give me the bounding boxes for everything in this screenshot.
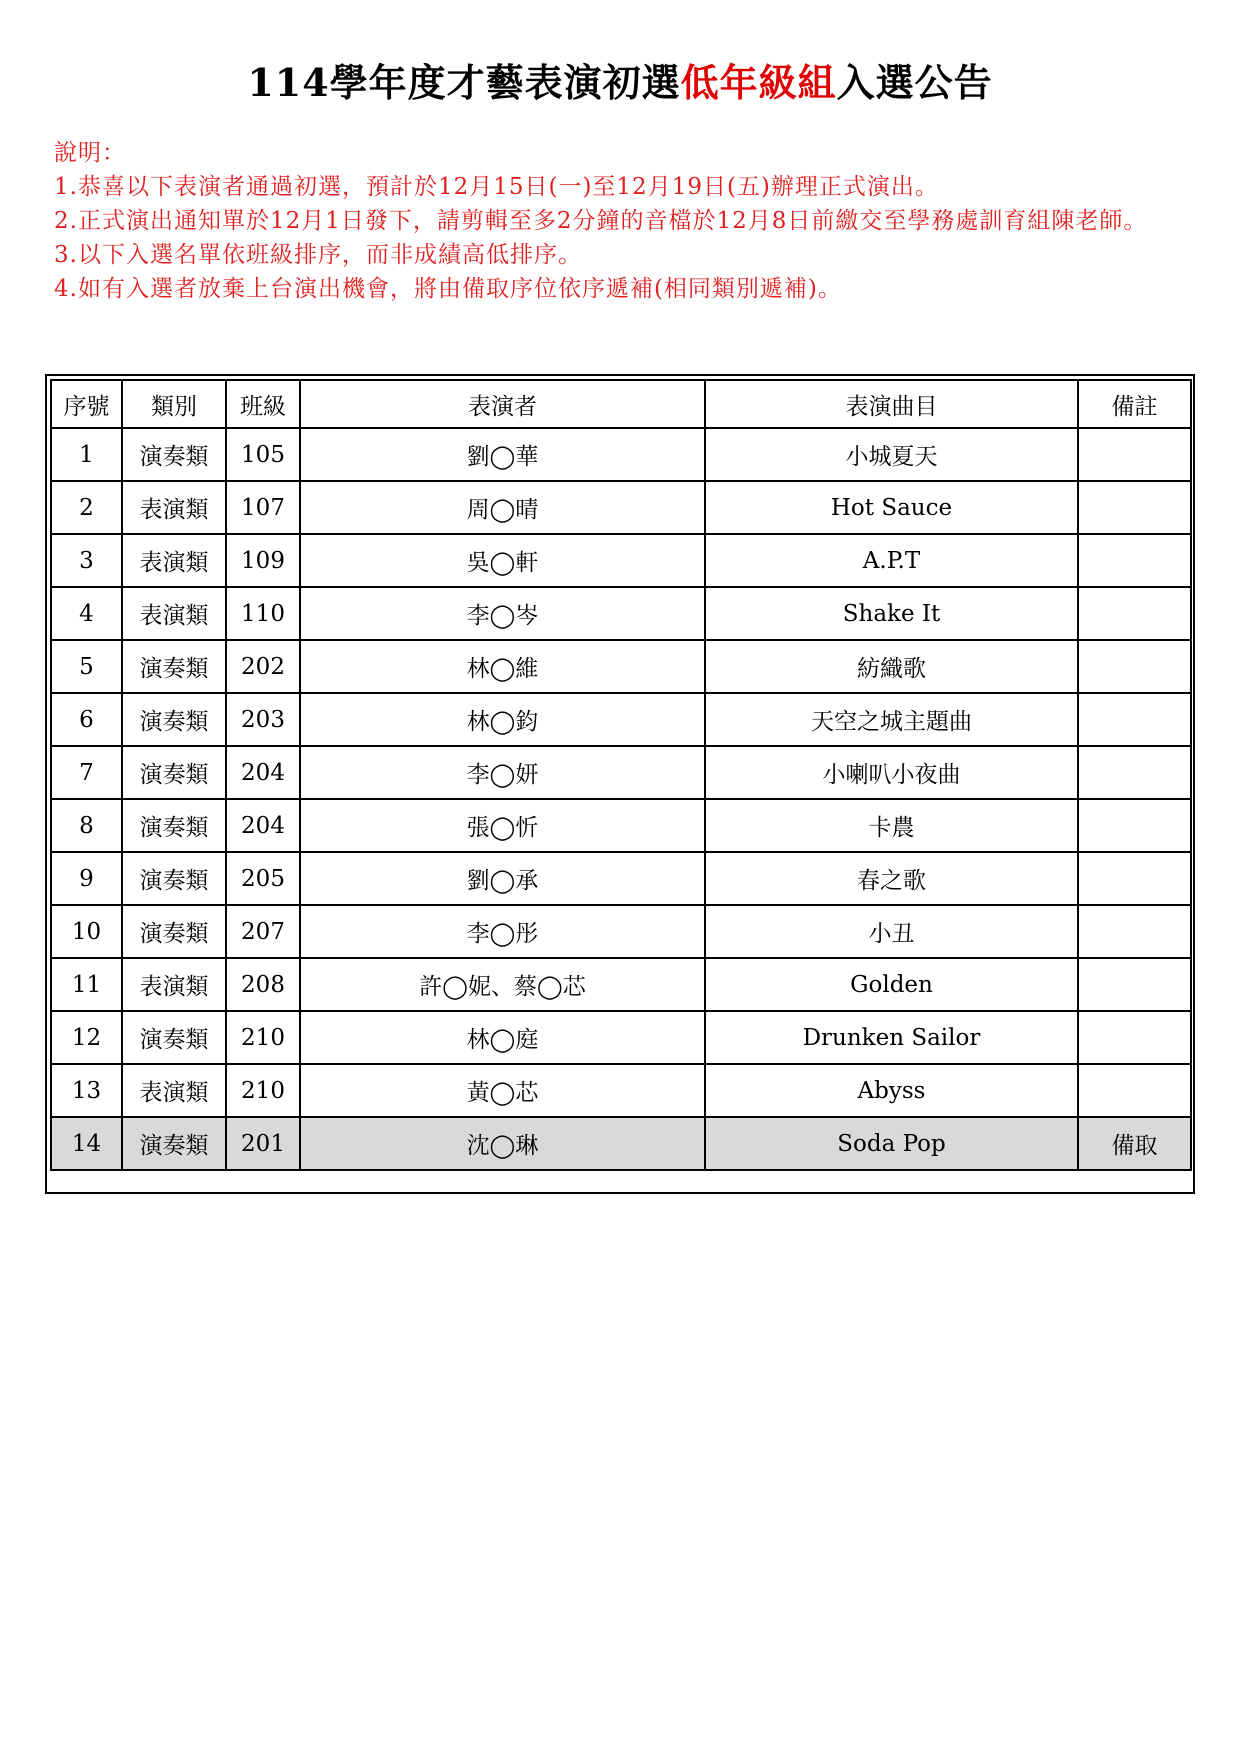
row-category: 演奏類 [122, 799, 226, 852]
row-piece: 小喇叭小夜曲 [705, 746, 1078, 799]
row-class: 109 [226, 534, 300, 587]
row-piece: A.P.T [705, 534, 1078, 587]
row-class: 210 [226, 1064, 300, 1117]
row-category: 演奏類 [122, 1011, 226, 1064]
row-performer: 沈◯琳 [300, 1117, 705, 1170]
row-remarks [1078, 905, 1191, 958]
row-performer: 林◯維 [300, 640, 705, 693]
row-performer: 李◯妍 [300, 746, 705, 799]
title-prefix: 114學年度才藝表演初選 [247, 60, 681, 105]
table-row [51, 852, 1191, 905]
row-category: 表演類 [122, 587, 226, 640]
row-piece: Soda Pop [705, 1117, 1078, 1170]
row-piece: 小城夏天 [705, 428, 1078, 481]
row-performer: 林◯鈞 [300, 693, 705, 746]
table-row [51, 1064, 1191, 1117]
header-category: 類別 [122, 380, 226, 428]
row-performer: 劉◯華 [300, 428, 705, 481]
row-piece: 春之歌 [705, 852, 1078, 905]
table-row [51, 587, 1191, 640]
row-remarks: 備取 [1078, 1117, 1191, 1170]
row-piece: 小丑 [705, 905, 1078, 958]
table-row [51, 693, 1191, 746]
header-remarks: 備註 [1078, 380, 1191, 428]
row-remarks [1078, 428, 1191, 481]
row-class: 110 [226, 587, 300, 640]
row-category: 演奏類 [122, 852, 226, 905]
row-remarks [1078, 534, 1191, 587]
row-index: 6 [51, 693, 122, 746]
row-class: 105 [226, 428, 300, 481]
row-remarks [1078, 746, 1191, 799]
header-performer: 表演者 [300, 380, 705, 428]
title-highlight: 低年級組 [680, 60, 837, 105]
row-index: 11 [51, 958, 122, 1011]
row-index: 4 [51, 587, 122, 640]
results-table [50, 379, 1192, 1171]
header-piece: 表演曲目 [705, 380, 1078, 428]
row-class: 210 [226, 1011, 300, 1064]
row-category: 演奏類 [122, 905, 226, 958]
row-index: 8 [51, 799, 122, 852]
row-piece: 卡農 [705, 799, 1078, 852]
table-row [51, 534, 1191, 587]
row-index: 9 [51, 852, 122, 905]
row-category: 表演類 [122, 534, 226, 587]
row-category: 演奏類 [122, 693, 226, 746]
note-item-3: 3.以下入選名單依班級排序，而非成績高低排序。 [54, 242, 582, 268]
row-piece: Hot Sauce [705, 481, 1078, 534]
title-suffix: 入選公告 [836, 60, 993, 105]
row-class: 203 [226, 693, 300, 746]
row-remarks [1078, 852, 1191, 905]
row-class: 201 [226, 1117, 300, 1170]
table-row [51, 905, 1191, 958]
row-category: 演奏類 [122, 746, 226, 799]
row-piece: Drunken Sailor [705, 1011, 1078, 1064]
row-index: 3 [51, 534, 122, 587]
row-piece: Shake It [705, 587, 1078, 640]
row-remarks [1078, 481, 1191, 534]
row-remarks [1078, 1011, 1191, 1064]
header-index: 序號 [51, 380, 122, 428]
row-performer: 林◯庭 [300, 1011, 705, 1064]
header-class: 班級 [226, 380, 300, 428]
results-table-frame [45, 374, 1195, 1194]
row-category: 演奏類 [122, 428, 226, 481]
note-item-4: 4.如有入選者放棄上台演出機會，將由備取序位依序遞補(相同類別遞補)。 [54, 276, 842, 302]
table-row [51, 799, 1191, 852]
row-remarks [1078, 587, 1191, 640]
row-index: 12 [51, 1011, 122, 1064]
note-item-2: 2.正式演出通知單於12月1日發下，請剪輯至多2分鐘的音檔於12月8日前繳交至學務處訓育組陳老師。 [54, 208, 1148, 234]
row-performer: 李◯彤 [300, 905, 705, 958]
table-row [51, 1117, 1191, 1170]
row-remarks [1078, 693, 1191, 746]
row-category: 演奏類 [122, 1117, 226, 1170]
note-item-1: 1.恭喜以下表演者通過初選，預計於12月15日(一)至12月19日(五)辦理正式演出。 [54, 174, 939, 200]
row-performer: 周◯晴 [300, 481, 705, 534]
page-title [0, 58, 1240, 108]
row-category: 表演類 [122, 481, 226, 534]
row-performer: 李◯岑 [300, 587, 705, 640]
notes-section [54, 136, 1184, 306]
row-performer: 劉◯承 [300, 852, 705, 905]
row-class: 207 [226, 905, 300, 958]
row-class: 208 [226, 958, 300, 1011]
row-index: 10 [51, 905, 122, 958]
row-class: 202 [226, 640, 300, 693]
row-performer: 黃◯芯 [300, 1064, 705, 1117]
table-row [51, 640, 1191, 693]
row-piece: Abyss [705, 1064, 1078, 1117]
table-row [51, 958, 1191, 1011]
row-remarks [1078, 1064, 1191, 1117]
row-remarks [1078, 799, 1191, 852]
row-class: 204 [226, 799, 300, 852]
row-remarks [1078, 640, 1191, 693]
row-piece: 紡織歌 [705, 640, 1078, 693]
row-performer: 張◯忻 [300, 799, 705, 852]
row-index: 2 [51, 481, 122, 534]
row-piece: 天空之城主題曲 [705, 693, 1078, 746]
row-remarks [1078, 958, 1191, 1011]
row-category: 演奏類 [122, 640, 226, 693]
table-row [51, 481, 1191, 534]
row-class: 205 [226, 852, 300, 905]
table-row [51, 746, 1191, 799]
row-class: 204 [226, 746, 300, 799]
notes-heading: 說明： [54, 140, 126, 166]
row-class: 107 [226, 481, 300, 534]
table-row [51, 1011, 1191, 1064]
table-body [51, 428, 1191, 1170]
row-index: 5 [51, 640, 122, 693]
row-category: 表演類 [122, 958, 226, 1011]
row-index: 7 [51, 746, 122, 799]
row-performer: 吳◯軒 [300, 534, 705, 587]
row-category: 表演類 [122, 1064, 226, 1117]
row-piece: Golden [705, 958, 1078, 1011]
row-index: 13 [51, 1064, 122, 1117]
row-index: 1 [51, 428, 122, 481]
row-performer: 許◯妮、蔡◯芯 [300, 958, 705, 1011]
table-header-row [51, 380, 1191, 428]
table-row [51, 428, 1191, 481]
row-index: 14 [51, 1117, 122, 1170]
